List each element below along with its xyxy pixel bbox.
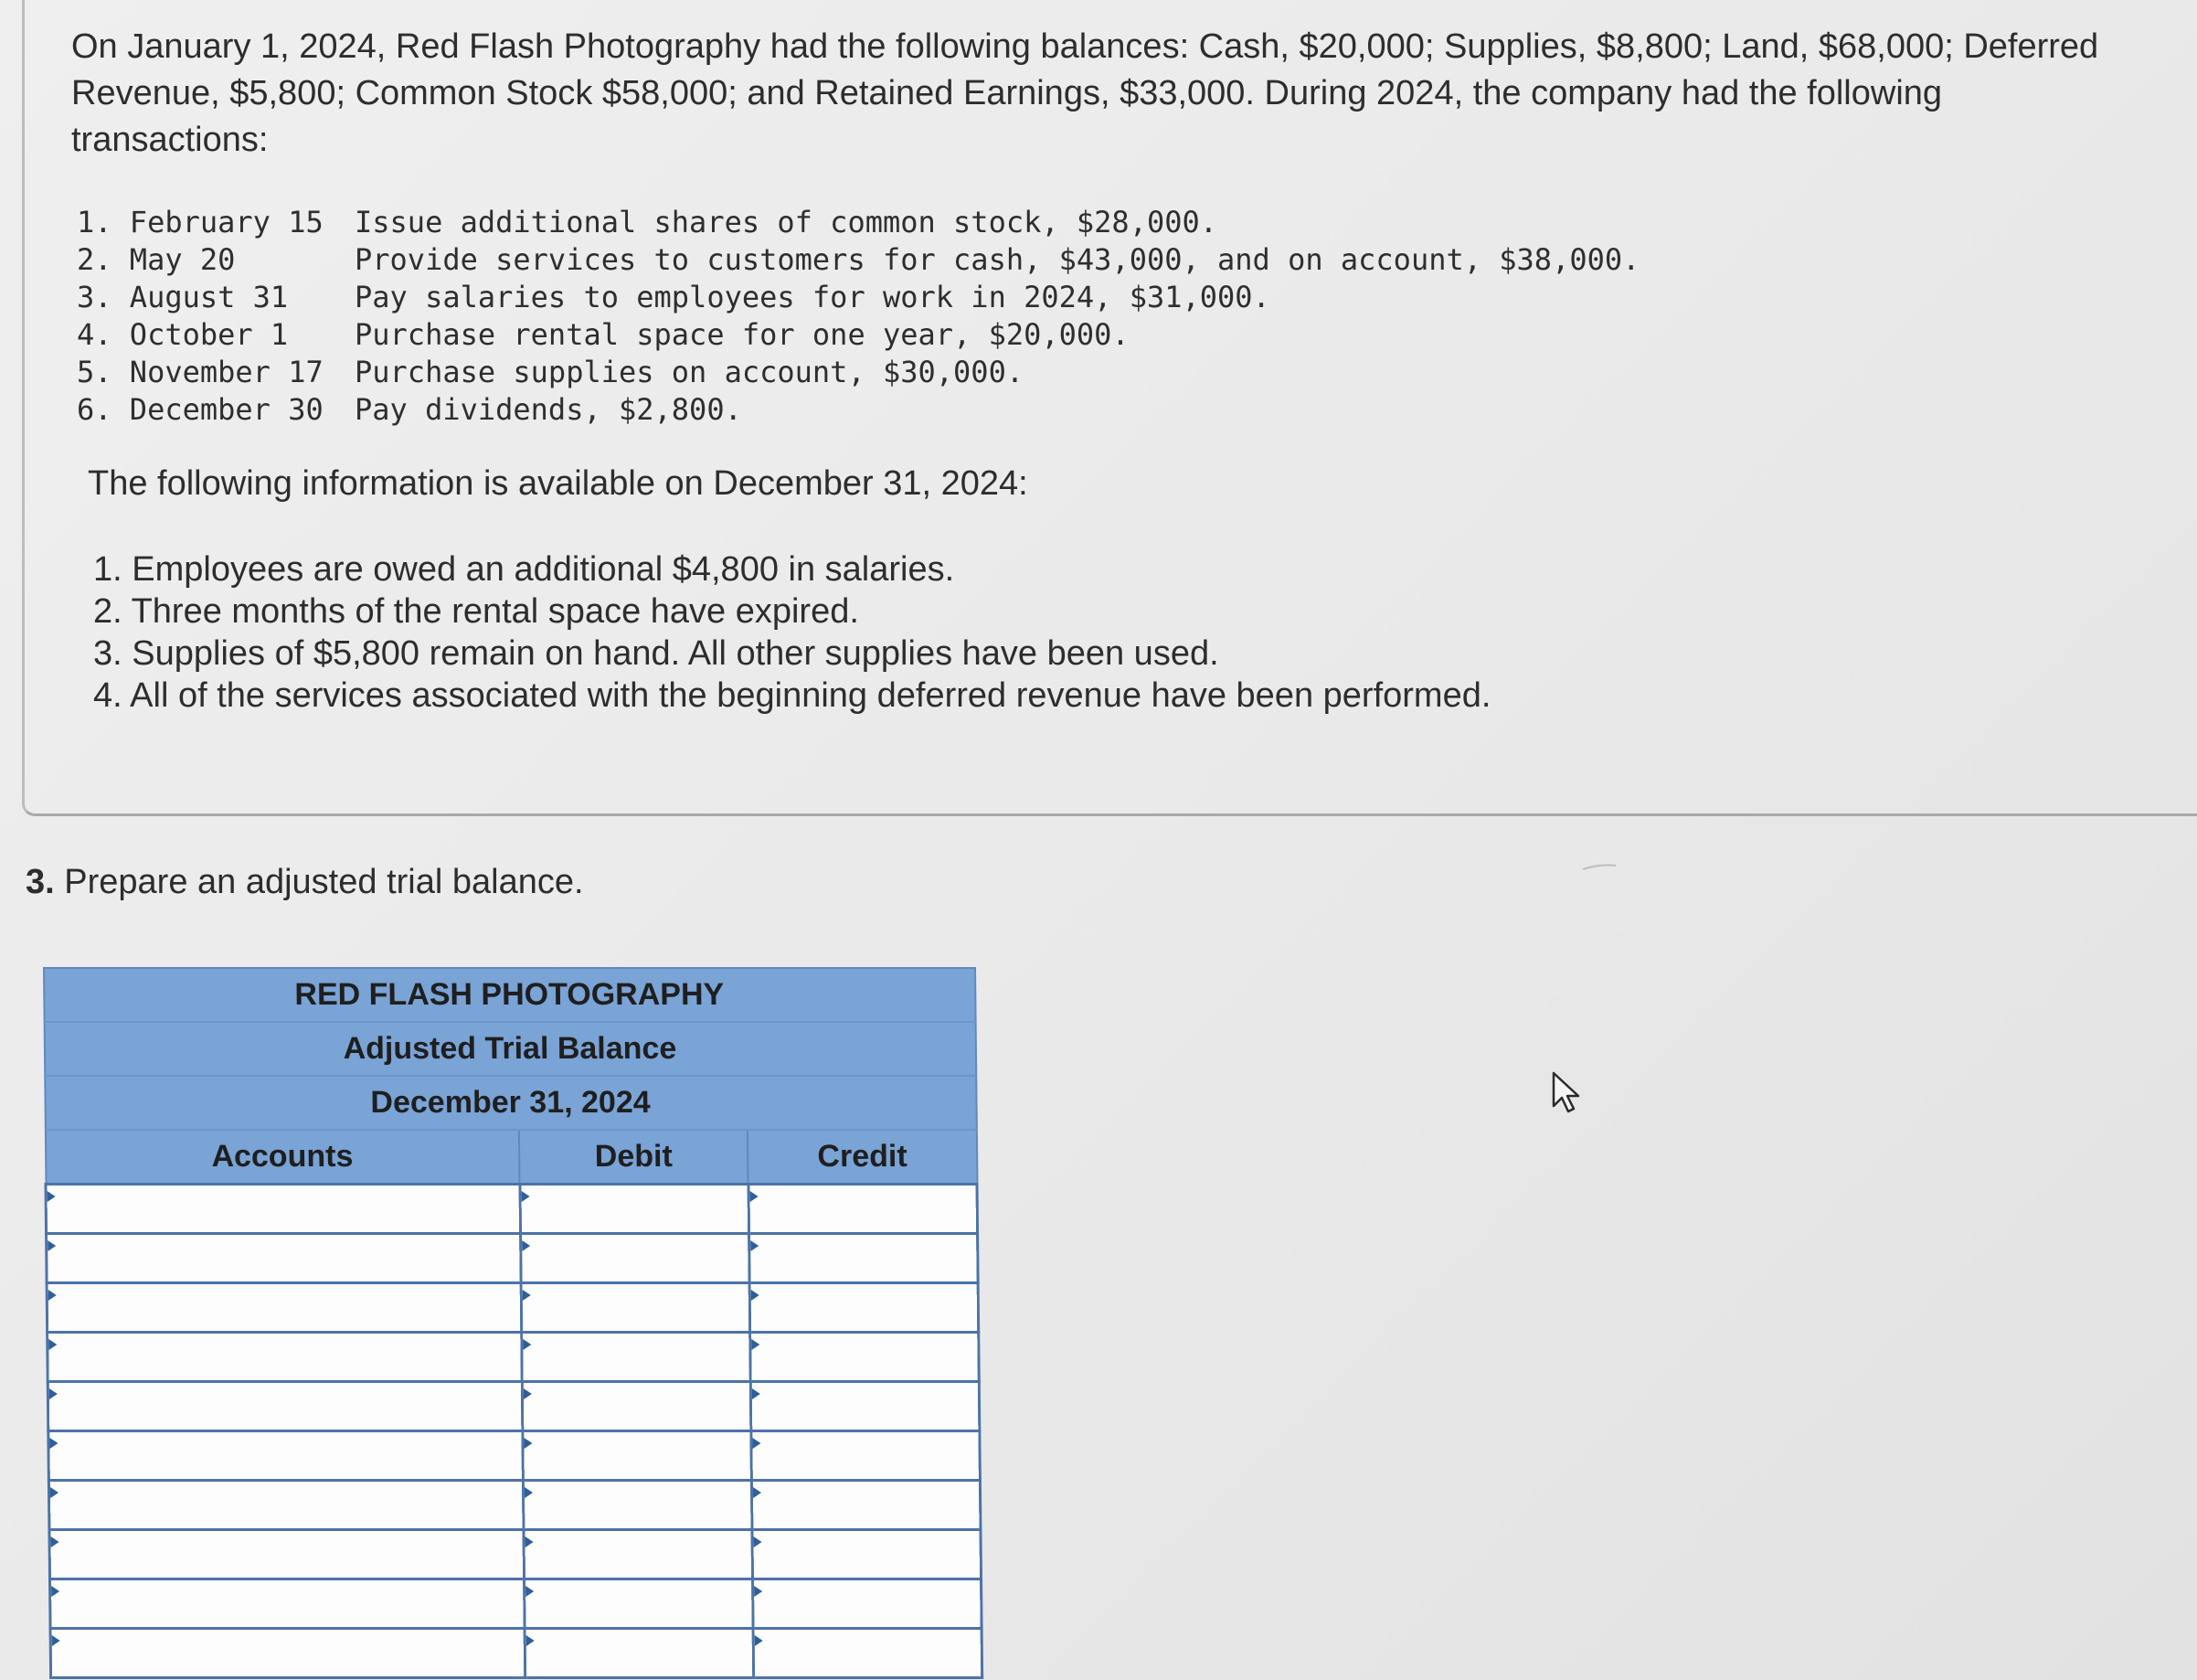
transaction-date: 2. May 20 [77,241,236,277]
transaction-description: Issue additional shares of common stock, $28,000. [355,204,1218,239]
account-cell [48,1481,523,1530]
account-input[interactable] [48,1334,520,1380]
debit-cell [525,1629,754,1678]
transaction-item [77,353,1640,390]
pointer-arrow-icon [1548,1069,1585,1115]
account-input[interactable] [49,1432,521,1479]
debit-input[interactable] [522,1235,748,1281]
adjustment-info-list [93,548,1491,717]
account-cell [50,1579,525,1629]
info-heading: The following information is available on December 31, 2024: [88,464,1028,503]
scratch-mark [1581,864,1618,871]
credit-input[interactable] [754,1630,981,1676]
debit-input[interactable] [524,1482,750,1528]
question-prompt [26,863,584,902]
problem-intro: On January 1, 2024, Red Flash Photography had the following balances: Cash, $20,000; Supplies, $8,800; Land, $68,000; Deferred Revenue, $5,800; Common Stock $58,000; and Retained Earnings, $33,000. During 2024, the company had the following transactions: [71,27,2099,159]
cell-marker-icon [753,1487,761,1498]
cell-marker-icon [521,1191,529,1202]
cell-marker-icon [753,1536,761,1547]
transaction-list [77,203,1640,428]
debit-cell [519,1185,748,1234]
transaction-date: 5. November 17 [77,354,324,389]
table-row [47,1283,979,1333]
trial-balance-body [46,1185,982,1678]
account-input[interactable] [52,1630,524,1676]
transaction-item [77,315,1640,353]
cell-marker-icon [50,1487,58,1498]
info-item: 2. Three months of the rental space have expired. [93,592,859,631]
cell-marker-icon [525,1635,534,1646]
cell-marker-icon [750,1290,759,1301]
account-input[interactable] [48,1186,519,1232]
table-row [46,1185,978,1234]
account-input[interactable] [48,1284,520,1331]
account-input[interactable] [48,1235,519,1281]
table-row [48,1333,980,1382]
company-name: RED FLASH PHOTOGRAPHY [44,968,976,1022]
credit-input[interactable] [753,1531,980,1578]
cell-marker-icon [752,1388,760,1399]
credit-cell [751,1431,981,1481]
cell-marker-icon [49,1388,58,1399]
credit-cell [752,1530,982,1579]
debit-input[interactable] [523,1334,749,1380]
debit-cell [522,1431,751,1481]
info-item: 3. Supplies of $5,800 remain on hand. All other supplies have been used. [93,634,1219,673]
transaction-description: Provide services to customers for cash, $43,000, and on account, $38,000. [355,241,1640,277]
table-row [48,1431,981,1481]
debit-cell [521,1283,750,1333]
cell-marker-icon [524,1487,532,1498]
cell-marker-icon [49,1438,58,1449]
debit-cell [521,1333,750,1382]
transaction-date: 3. August 31 [77,279,289,314]
column-header-accounts: Accounts [45,1130,519,1185]
cell-marker-icon [749,1191,758,1202]
credit-cell [749,1283,979,1333]
debit-input[interactable] [525,1531,751,1578]
account-cell [46,1185,520,1234]
question-number: 3. [26,863,55,901]
table-row [49,1530,982,1579]
cell-marker-icon [48,1290,57,1301]
credit-cell [748,1185,978,1234]
cell-marker-icon [524,1438,532,1449]
credit-cell [752,1579,982,1629]
credit-input[interactable] [751,1334,978,1380]
account-input[interactable] [49,1383,521,1430]
account-cell [48,1382,522,1431]
transaction-description: Purchase rental space for one year, $20,000. [355,316,1130,352]
table-row [48,1382,980,1431]
cell-marker-icon [752,1438,760,1449]
column-header-debit: Debit [519,1130,748,1185]
transaction-description: Pay dividends, $2,800. [355,391,742,427]
account-input[interactable] [50,1482,522,1528]
transaction-description: Pay salaries to employees for work in 2024, $31,000. [355,279,1270,314]
debit-input[interactable] [521,1186,748,1232]
transaction-item [77,390,1640,428]
adjusted-trial-balance-table [42,967,983,1679]
debit-cell [523,1530,752,1579]
transaction-date: 4. October 1 [77,316,289,352]
account-cell [48,1431,523,1481]
credit-cell [751,1481,981,1530]
account-cell [50,1629,525,1678]
info-item: 1. Employees are owed an additional $4,800 in salaries. [93,550,955,589]
credit-input[interactable] [749,1186,976,1232]
account-cell [47,1234,521,1283]
cell-marker-icon [525,1586,534,1597]
info-item: 4. All of the services associated with the beginning deferred revenue have been performed. [93,676,1491,715]
credit-input[interactable] [752,1432,979,1479]
cell-marker-icon [522,1290,530,1301]
transaction-item [77,240,1640,278]
account-input[interactable] [50,1531,522,1578]
debit-input[interactable] [525,1580,752,1627]
cell-marker-icon [522,1240,530,1251]
cell-marker-icon [751,1339,759,1350]
credit-cell [748,1234,978,1283]
cell-marker-icon [48,1191,56,1202]
debit-cell [520,1234,749,1283]
column-header-credit: Credit [748,1130,977,1185]
credit-input[interactable] [750,1284,977,1331]
cell-marker-icon [750,1240,759,1251]
cell-marker-icon [48,1339,57,1350]
transaction-description: Purchase supplies on account, $30,000. [355,354,1024,389]
transaction-date: 6. December 30 [77,391,324,427]
cell-marker-icon [51,1536,59,1547]
account-input[interactable] [51,1580,523,1627]
credit-cell [753,1629,982,1678]
credit-input[interactable] [750,1235,977,1281]
transaction-date: 1. February 15 [77,204,324,239]
debit-cell [524,1579,753,1629]
question-text: Prepare an adjusted trial balance. [64,863,584,901]
transaction-item [77,278,1640,315]
credit-cell [750,1382,980,1431]
cell-marker-icon [523,1339,531,1350]
cell-marker-icon [51,1586,59,1597]
debit-input[interactable] [522,1284,748,1331]
debit-cell [522,1382,751,1431]
credit-input[interactable] [754,1580,981,1627]
table-row [50,1629,982,1678]
debit-input[interactable] [523,1383,749,1430]
cell-marker-icon [48,1240,56,1251]
credit-input[interactable] [751,1383,978,1430]
statement-title: Adjusted Trial Balance [44,1022,976,1076]
cell-marker-icon [525,1536,533,1547]
cell-marker-icon [754,1586,762,1597]
cell-marker-icon [754,1635,762,1646]
table-row [48,1481,981,1530]
credit-cell [749,1333,979,1382]
credit-input[interactable] [753,1482,980,1528]
transaction-item [77,203,1640,240]
cell-marker-icon [52,1635,60,1646]
cell-marker-icon [523,1388,531,1399]
statement-date: December 31, 2024 [45,1076,977,1130]
account-cell [49,1530,524,1579]
table-row [47,1234,979,1283]
debit-input[interactable] [524,1432,750,1479]
debit-cell [523,1481,752,1530]
account-cell [47,1283,521,1333]
debit-input[interactable] [525,1630,752,1676]
table-row [50,1579,982,1629]
account-cell [48,1333,522,1382]
